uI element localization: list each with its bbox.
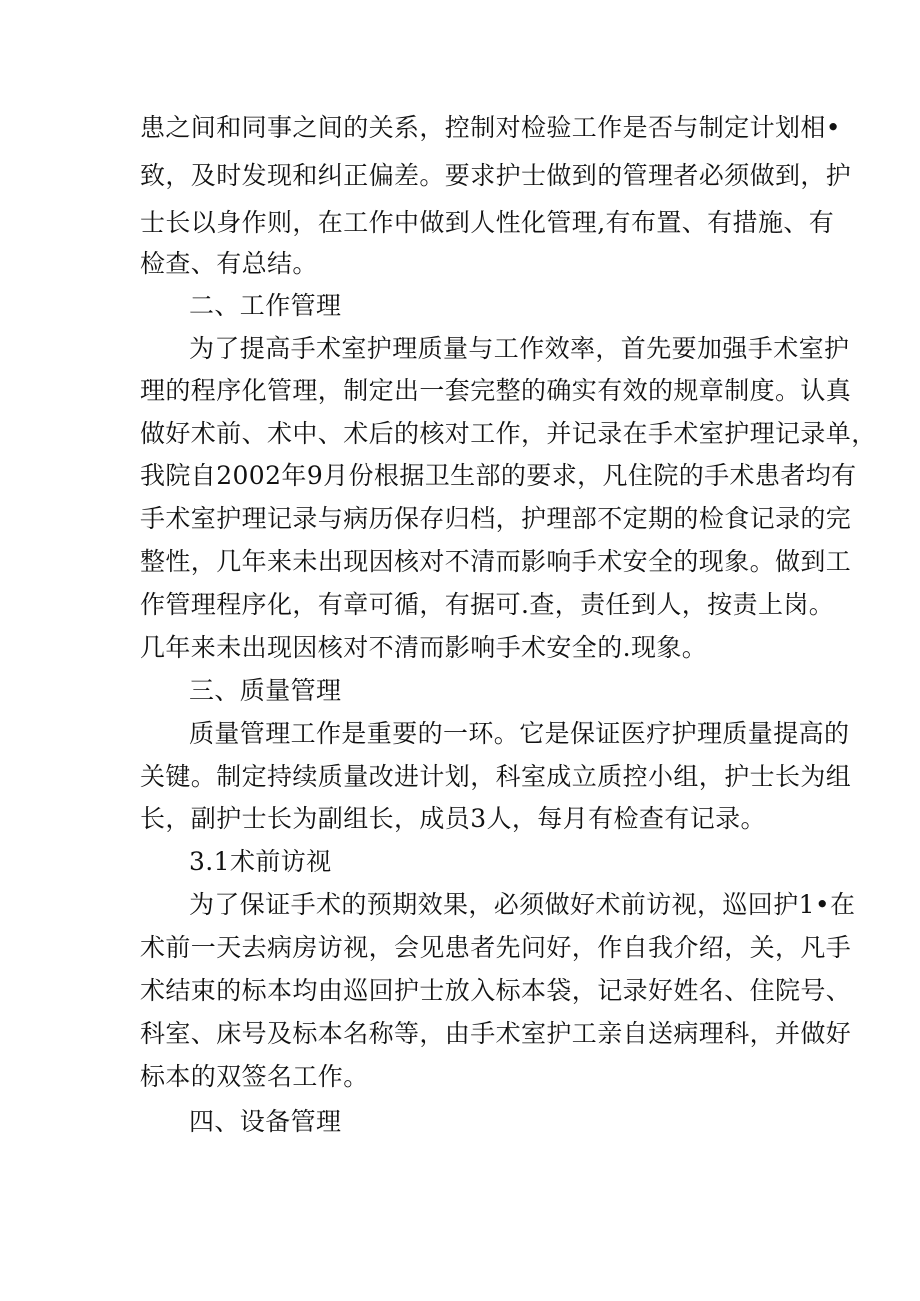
paragraph-line: 质量管理工作是重要的一环。它是保证医疗护理质量提高的 [189, 719, 850, 748]
paragraph-line: 长，副护士长为副组长，成员3人，每月有检查有记录。 [140, 804, 766, 833]
paragraph-line: 患之间和同事之间的关系，控制对检验工作是否与制定计划相• [140, 113, 841, 142]
paragraph-line: 为了保证手术的预期效果，必须做好术前访视，巡回护1•在 [189, 890, 856, 919]
section-heading: 三、质量管理 [189, 676, 342, 705]
paragraph-line: 整性，几年来未出现因核对不清而影响手术安全的现象。做到工 [140, 547, 852, 576]
section-heading: 二、工作管理 [189, 291, 342, 320]
paragraph-line: 我院自2002年9月份根据卫生部的要求，凡住院的手术患者均有 [140, 461, 857, 490]
paragraph-line: 理的程序化管理，制定出一套完整的确实有效的规章制度。认真 [140, 376, 852, 405]
paragraph-line: 检查、有总结。 [140, 249, 318, 278]
paragraph-line: 关键。制定持续质量改进计划，科室成立质控小组，护士长为组 [140, 762, 852, 791]
paragraph-line: 标本的双签名工作。 [140, 1062, 369, 1091]
paragraph-line: 为了提高手术室护理质量与工作效率，首先要加强手术室护 [189, 334, 850, 363]
section-heading: 四、设备管理 [189, 1107, 342, 1136]
subsection-heading: 3.1术前访视 [189, 847, 332, 876]
paragraph-line: 做好术前、术中、术后的核对工作，并记录在手术室护理记录单， [140, 419, 877, 448]
paragraph-line: 致，及时发现和纠正偏差。要求护士做到的管理者必须做到，护 [140, 161, 852, 190]
paragraph-line: 术前一天去病房访视，会见患者先问好，作自我介绍，关，凡手 [140, 933, 852, 962]
paragraph-line: 作管理程序化，有章可循，有据可.查，责任到人，按责上岗。 [140, 590, 835, 619]
paragraph-line: 士长以身作则，在工作中做到人性化管理,有布置、有措施、有 [140, 208, 835, 237]
paragraph-line: 几年来未出现因核对不清而影响手术安全的.现象。 [140, 633, 708, 662]
paragraph-line: 科室、床号及标本名称等，由手术室护工亲自送病理科，并做好 [140, 1019, 852, 1048]
paragraph-line: 术结束的标本均由巡回护士放入标本袋，记录好姓名、住院号、 [140, 976, 852, 1005]
paragraph-line: 手术室护理记录与病历保存归档，护理部不定期的检食记录的完 [140, 504, 852, 533]
